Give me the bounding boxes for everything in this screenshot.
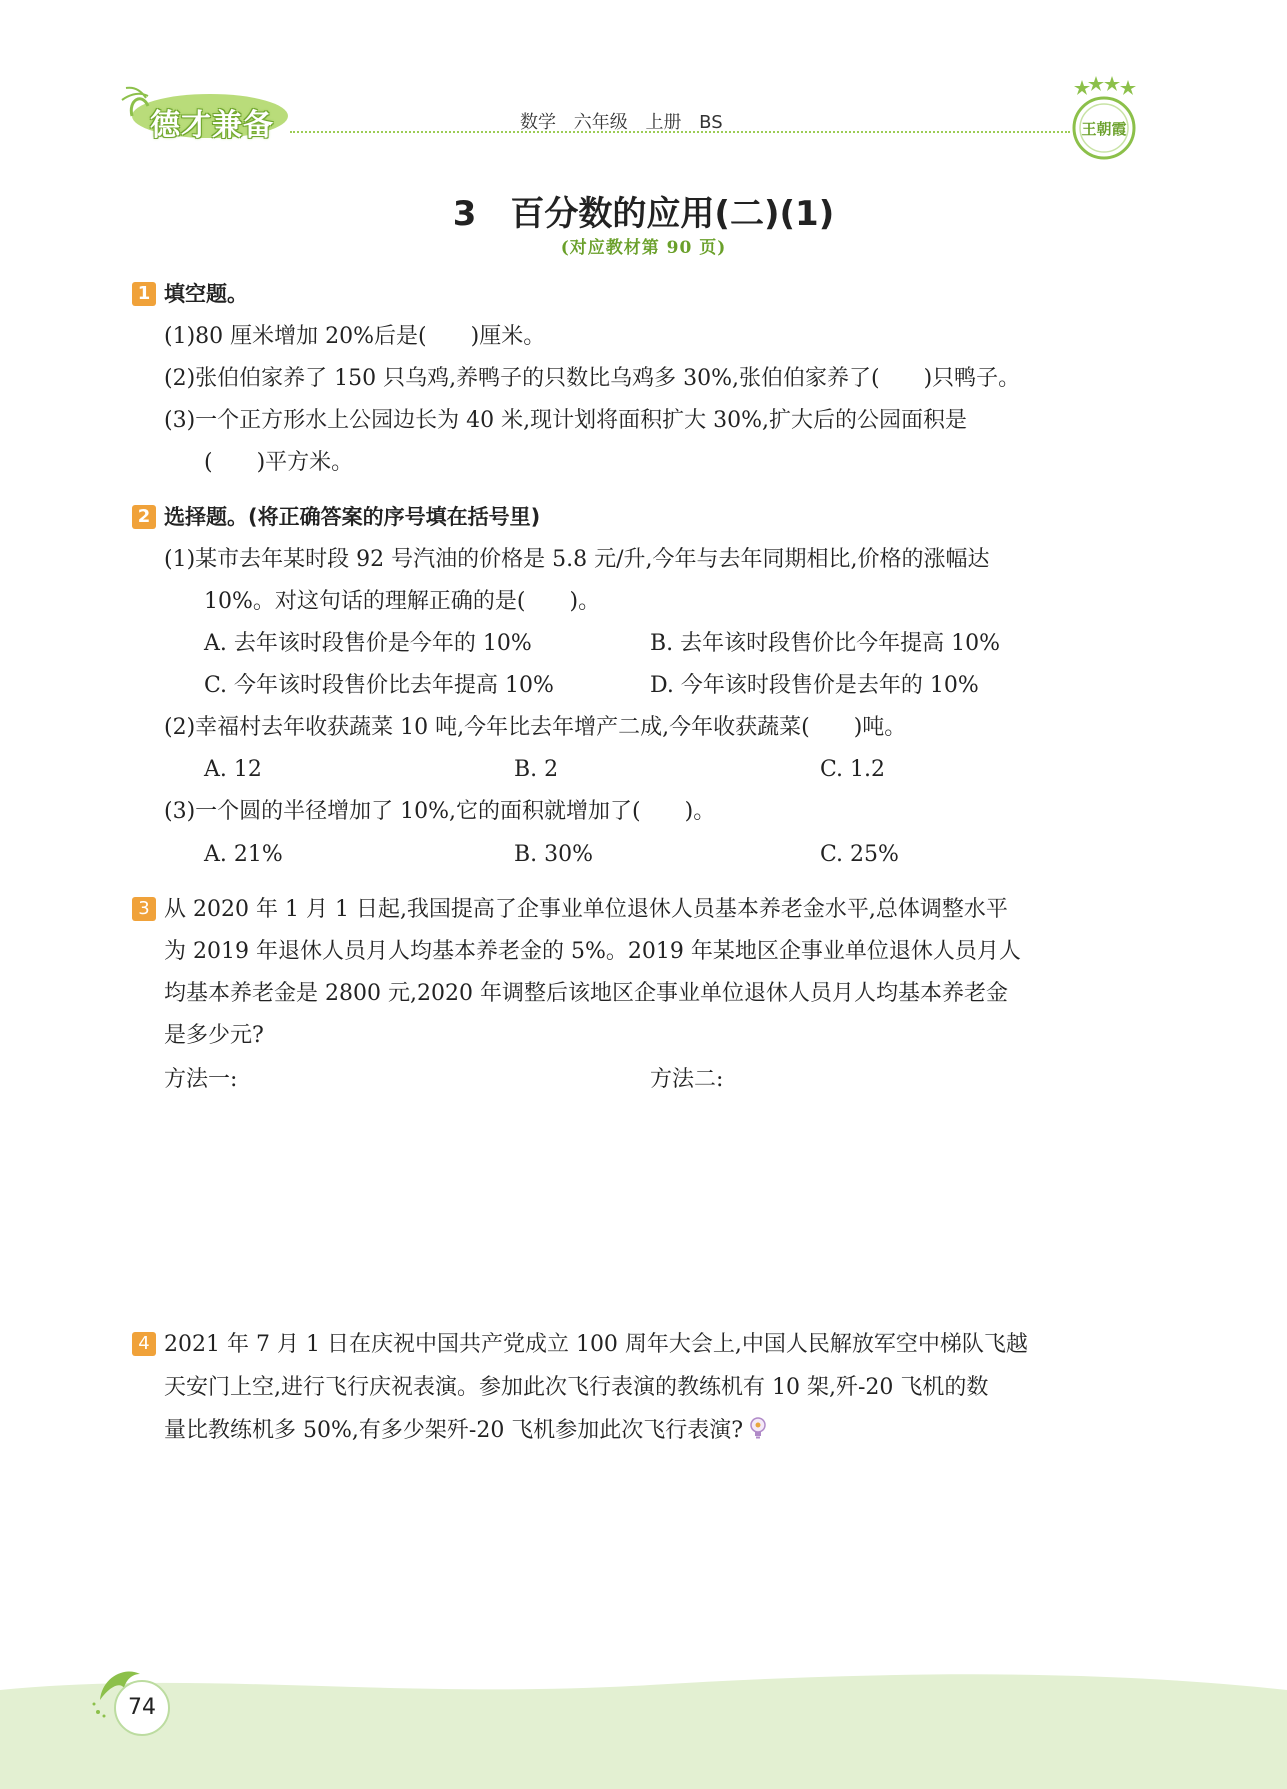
- q3-text-4: 是多少元?: [164, 1023, 264, 1048]
- q2-sub-2-option-c: C. 1.2: [820, 757, 886, 782]
- publisher-seal: [1064, 76, 1144, 168]
- q1-blank-1: (1)80 厘米增加 20%后是( )厘米。: [164, 324, 546, 349]
- page-title: [0, 186, 1287, 235]
- q2-sub-3-option-a: A. 21%: [204, 842, 283, 867]
- q2-sub-3-option-c: C. 25%: [820, 842, 899, 867]
- q2-sub-1-cont: 10%。对这句话的理解正确的是( )。: [204, 589, 601, 614]
- seal-text: 王朝霞: [1081, 120, 1127, 138]
- q2-sub-1-option-a: A. 去年该时段售价是今年的 10%: [204, 631, 532, 656]
- q1-blank-2: (2)张伯伯家养了 150 只乌鸡,养鸭子的只数比乌鸡多 30%,张伯伯家养了( )只鸭子。: [164, 366, 1021, 391]
- question-2-title: 选择题。(将正确答案的序号填在括号里): [164, 505, 541, 529]
- section-title: 百分数的应用(二)(1): [510, 194, 835, 234]
- q4-text-3-wrap: [164, 1416, 769, 1446]
- section-number: 3: [452, 194, 477, 234]
- question-4-line-1: [132, 1330, 1028, 1360]
- page-number: 74: [114, 1680, 170, 1736]
- q2-sub-1-option-c: C. 今年该时段售价比去年提高 10%: [204, 673, 554, 698]
- q1-blank-3: (3)一个正方形水上公园边长为 40 米,现计划将面积扩大 30%,扩大后的公园面积是: [164, 408, 968, 433]
- q2-sub-1: (1)某市去年某时段 92 号汽油的价格是 5.8 元/升,今年与去年同期相比,价格的涨幅达: [164, 547, 990, 572]
- question-number-badge: 3: [132, 897, 156, 921]
- question-number-badge: 2: [132, 505, 156, 529]
- q4-text-2: 天安门上空,进行飞行庆祝表演。参加此次飞行表演的教练机有 10 架,歼-20 飞机的数: [164, 1375, 989, 1400]
- q2-sub-3: (3)一个圆的半径增加了 10%,它的面积就增加了( )。: [164, 799, 716, 824]
- footer-wave-decoration: [0, 1640, 1287, 1789]
- q3-text-1: 从 2020 年 1 月 1 日起,我国提高了企事业单位退休人员基本养老金水平,总体调整水平: [164, 897, 1008, 922]
- question-1-heading: [132, 279, 248, 309]
- q3-method-2-label: 方法二:: [650, 1067, 724, 1092]
- q3-method-1-label: 方法一:: [164, 1067, 238, 1092]
- question-number-badge: 1: [132, 282, 156, 306]
- brand-logo-text: 德才兼备: [150, 108, 274, 143]
- question-1-title: 填空题。: [164, 282, 248, 306]
- q4-text-3: 量比教练机多 50%,有多少架歼-20 飞机参加此次飞行表演?: [164, 1418, 744, 1443]
- question-2-heading: [132, 502, 540, 532]
- textbook-reference: (对应教材第 90 页): [560, 238, 727, 258]
- q3-text-2: 为 2019 年退休人员月人均基本养老金的 5%。2019 年某地区企事业单位退休人员月人: [164, 939, 1021, 964]
- question-3-line-1: [132, 895, 1008, 925]
- q2-sub-2: (2)幸福村去年收获蔬菜 10 吨,今年比去年增产二成,今年收获蔬菜( )吨。: [164, 715, 907, 740]
- q1-blank-3-cont: ( )平方米。: [204, 450, 354, 475]
- q2-sub-2-option-b: B. 2: [514, 757, 559, 782]
- q2-sub-1-option-d: D. 今年该时段售价是去年的 10%: [650, 673, 979, 698]
- q2-sub-3-option-b: B. 30%: [514, 842, 594, 867]
- header-subject: 数学 六年级 上册 BS: [520, 112, 723, 133]
- question-number-badge: 4: [132, 1332, 156, 1356]
- q3-text-3: 均基本养老金是 2800 元,2020 年调整后该地区企事业单位退休人员月人均基本养老金: [164, 981, 1008, 1006]
- q2-sub-1-option-b: B. 去年该时段售价比今年提高 10%: [650, 631, 1001, 656]
- q4-text-1: 2021 年 7 月 1 日在庆祝中国共产党成立 100 周年大会上,中国人民解放军空中梯队飞越: [164, 1332, 1028, 1357]
- lightbulb-hint-icon[interactable]: [747, 1416, 769, 1440]
- q2-sub-2-option-a: A. 12: [204, 757, 262, 782]
